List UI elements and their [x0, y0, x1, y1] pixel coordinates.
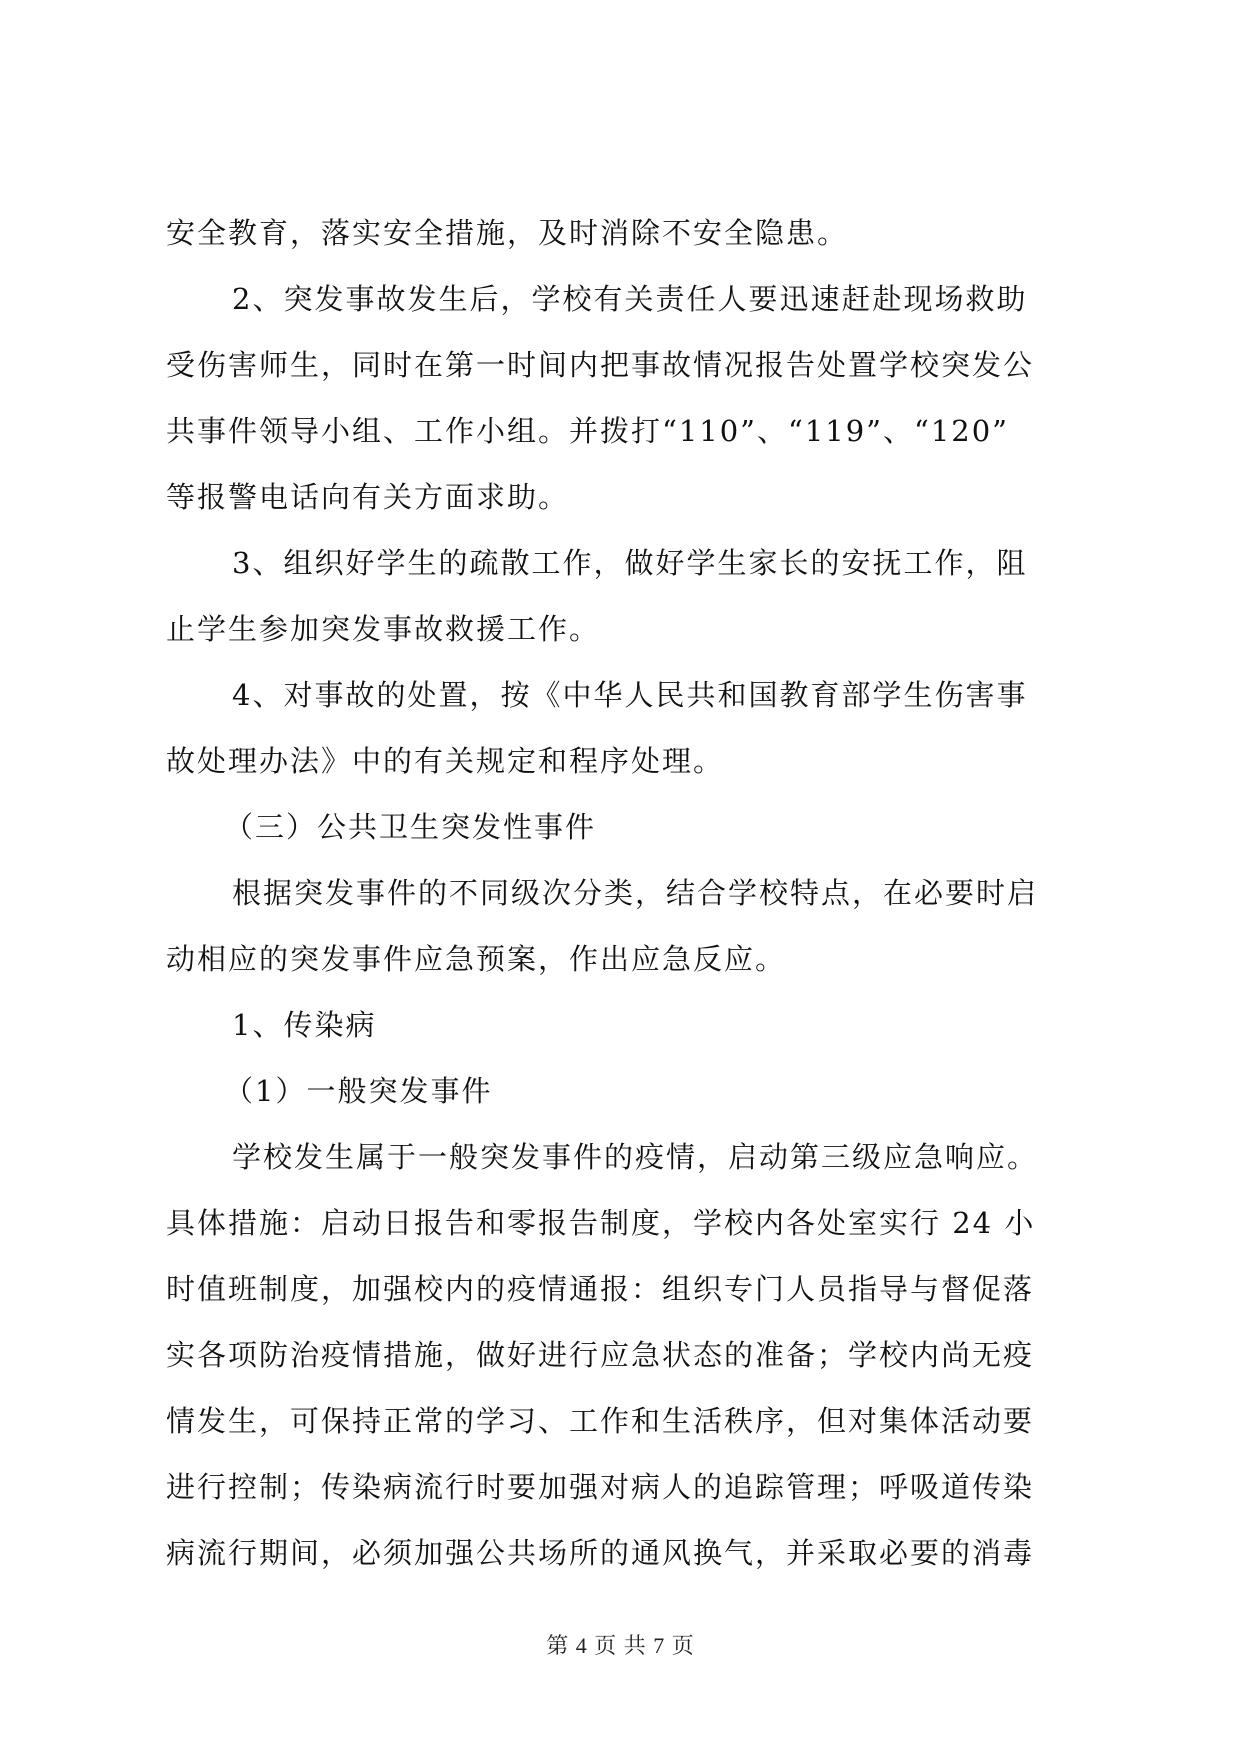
paragraph-general-response: 学校发生属于一般突发事件的疫情，启动第三级应急响应。 — [232, 1140, 1039, 1174]
subheading-general-incident: （1）一般突发事件 — [224, 1074, 493, 1108]
page-number-footer: 第 4 页 共 7 页 — [546, 1633, 695, 1658]
paragraph-item-4: 4、对事故的处置，按《中华人民共和国教育部学生伤害事 — [232, 678, 1028, 712]
section-heading-public-health: （三）公共卫生突发性事件 — [224, 810, 597, 844]
body-line-12: 动相应的突发事件应急预案，作出应急反应。 — [166, 942, 787, 976]
body-line-19: 情发生，可保持正常的学习、工作和生活秩序，但对集体活动要 — [166, 1404, 1035, 1438]
body-line-9: 故处理办法》中的有关规定和程序处理。 — [166, 744, 725, 778]
body-line-16: 具体措施：启动日报告和零报告制度，学校内各处室实行 24 小 — [166, 1206, 1036, 1240]
body-line-20: 进行控制；传染病流行时要加强对病人的追踪管理；呼吸道传染 — [166, 1470, 1035, 1504]
body-line-1: 安全教育，落实安全措施，及时消除不安全隐患。 — [166, 216, 849, 250]
body-line-18: 实各项防治疫情措施，做好进行应急状态的准备；学校内尚无疫 — [166, 1338, 1035, 1372]
subheading-infectious-disease: 1、传染病 — [232, 1008, 377, 1042]
body-line-3: 受伤害师生，同时在第一时间内把事故情况报告处置学校突发公 — [166, 348, 1035, 382]
paragraph-item-3: 3、组织好学生的疏散工作，做好学生家长的安抚工作，阻 — [232, 546, 1028, 580]
body-line-17: 时值班制度，加强校内的疫情通报：组织专门人员指导与督促落 — [166, 1272, 1035, 1306]
document-body — [166, 200, 1086, 1586]
body-line-21: 病流行期间，必须加强公共场所的通风换气，并采取必要的消毒 — [166, 1536, 1035, 1570]
body-line-5: 等报警电话向有关方面求助。 — [166, 480, 570, 514]
body-line-7: 止学生参加突发事故救援工作。 — [166, 612, 601, 646]
body-line-4: 共事件领导小组、工作小组。并拨打“110”、“119”、“120” — [166, 414, 1010, 448]
paragraph-intro: 根据突发事件的不同级次分类，结合学校特点，在必要时启 — [232, 876, 1039, 910]
paragraph-item-2: 2、突发事故发生后，学校有关责任人要迅速赶赴现场救助 — [232, 282, 1028, 316]
